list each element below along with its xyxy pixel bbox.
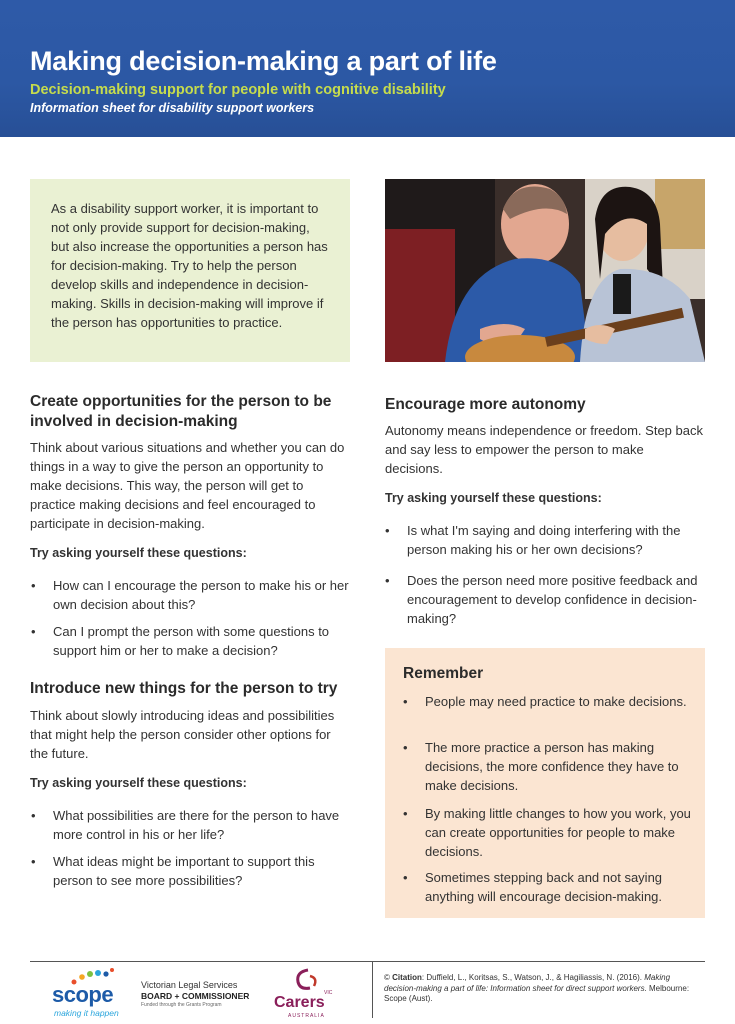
list-item-text: Can I prompt the person with some questions to support him or her to make a decision? <box>53 624 330 658</box>
list-item-text: The more practice a person has making decisions, the more confidence they have to make decisions. <box>425 740 679 793</box>
list-item-text: People may need practice to make decisions. <box>425 694 687 709</box>
vlsb-logo <box>141 980 251 1009</box>
citation-title: Making decision-making a part of life: Information sheet for direct support workers. <box>384 973 671 993</box>
carers-country: AUSTRALIA <box>288 1013 325 1019</box>
citation-publisher: Melbourne: Scope (Aust). <box>384 983 690 1003</box>
list-item-text: Is what I'm saying and doing interfering with the person making his or her own decisions? <box>407 523 681 557</box>
list-item <box>403 692 693 711</box>
citation <box>384 973 704 1005</box>
bullet-marker: • <box>31 624 36 639</box>
bullet-marker: • <box>385 523 390 538</box>
bullet-marker: • <box>31 578 36 593</box>
citation-authors: : Duffield, L., Koritsas, S., Watson, J., & Hagiliassis, N. (2016). <box>421 973 645 982</box>
footer-vertical-divider <box>372 962 373 1018</box>
carers-swirl-icon <box>288 968 328 994</box>
page-tagline: Information sheet for disability support workers <box>30 101 315 115</box>
section-body-introduce-new-things: Think about slowly introducing ideas and possibilities that might help the person consider other options for the future. <box>30 708 335 761</box>
carers-state: VIC <box>324 990 333 996</box>
citation-label: Citation <box>392 973 422 982</box>
questions-label: Try asking yourself these questions: <box>30 546 247 560</box>
list-item-text: What ideas might be important to support this person to see more possibilities? <box>53 854 315 888</box>
footer-divider <box>30 961 705 962</box>
carers-logo <box>268 968 348 1022</box>
copyright-symbol: © <box>384 973 390 982</box>
header-banner <box>0 0 735 137</box>
list-item <box>31 622 349 660</box>
remember-box <box>385 648 705 918</box>
list-item <box>31 806 349 844</box>
list-item-text: How can I encourage the person to make his or her own decision about this? <box>53 578 349 612</box>
list-item-text: Does the person need more positive feedback and encouragement to develop confidence in decision-making? <box>407 573 698 626</box>
questions-label: Try asking yourself these questions: <box>30 776 247 790</box>
support-worker-photo <box>385 179 705 362</box>
list-item <box>385 521 703 559</box>
bullet-marker: • <box>385 573 390 588</box>
bullet-marker: • <box>403 694 408 709</box>
questions-label: Try asking yourself these questions: <box>385 491 602 505</box>
section-heading-introduce-new-things: Introduce new things for the person to try <box>30 680 338 697</box>
list-item <box>31 576 349 614</box>
scope-logo <box>52 966 124 1020</box>
list-item-text: By making little changes to how you work, you can create opportunities for people to make decisions. <box>425 806 691 859</box>
section-heading-encourage-autonomy: Encourage more autonomy <box>385 396 586 413</box>
bullet-marker: • <box>403 870 408 885</box>
scope-tagline: making it happen <box>54 1008 119 1018</box>
list-item <box>403 804 693 861</box>
vlsb-line2: BOARD + COMMISSIONER <box>141 991 250 1001</box>
list-item <box>31 852 349 890</box>
bullet-marker: • <box>31 854 36 869</box>
section-body-encourage-autonomy: Autonomy means independence or freedom. Step back and say less to empower the person to make decisions. <box>385 423 703 476</box>
remember-title: Remember <box>403 665 484 682</box>
bullet-marker: • <box>403 740 408 755</box>
list-item <box>403 868 693 906</box>
bullet-marker: • <box>31 808 36 823</box>
intro-box <box>30 179 350 362</box>
carers-wordmark: Carers <box>274 994 325 1011</box>
page-title: Making decision-making a part of life <box>30 46 497 76</box>
list-item-text: Sometimes stepping back and not saying anything will encourage decision-making. <box>425 870 663 904</box>
vlsb-line1: Victorian Legal Services <box>141 980 238 990</box>
intro-text: As a disability support worker, it is important to not only provide support for decision-making, but also increase the opportunities a person has for decision-making. Try to help the person develop skills and independence in decision-making. Skills in decision-making will improve if the person has opportunities to practice. <box>51 201 328 330</box>
page-subtitle: Decision-making support for people with cognitive disability <box>30 82 446 98</box>
list-item-text: What possibilities are there for the person to have more control in his or her life? <box>53 808 340 842</box>
bullet-marker: • <box>403 806 408 821</box>
vlsb-line3: Funded through the Grants Program <box>141 1002 222 1008</box>
list-item <box>403 738 693 795</box>
scope-wordmark: scope <box>52 982 114 1007</box>
photo-illustration <box>385 179 705 362</box>
section-body-create-opportunities: Think about various situations and whether you can do things in a way to give the person an opportunity to make decisions. This way, the person will get to practice making decisions and feel encouraged to participate in decision-making. <box>30 440 345 531</box>
section-heading-create-opportunities: Create opportunities for the person to be involved in decision-making <box>30 393 332 430</box>
list-item <box>385 571 703 628</box>
